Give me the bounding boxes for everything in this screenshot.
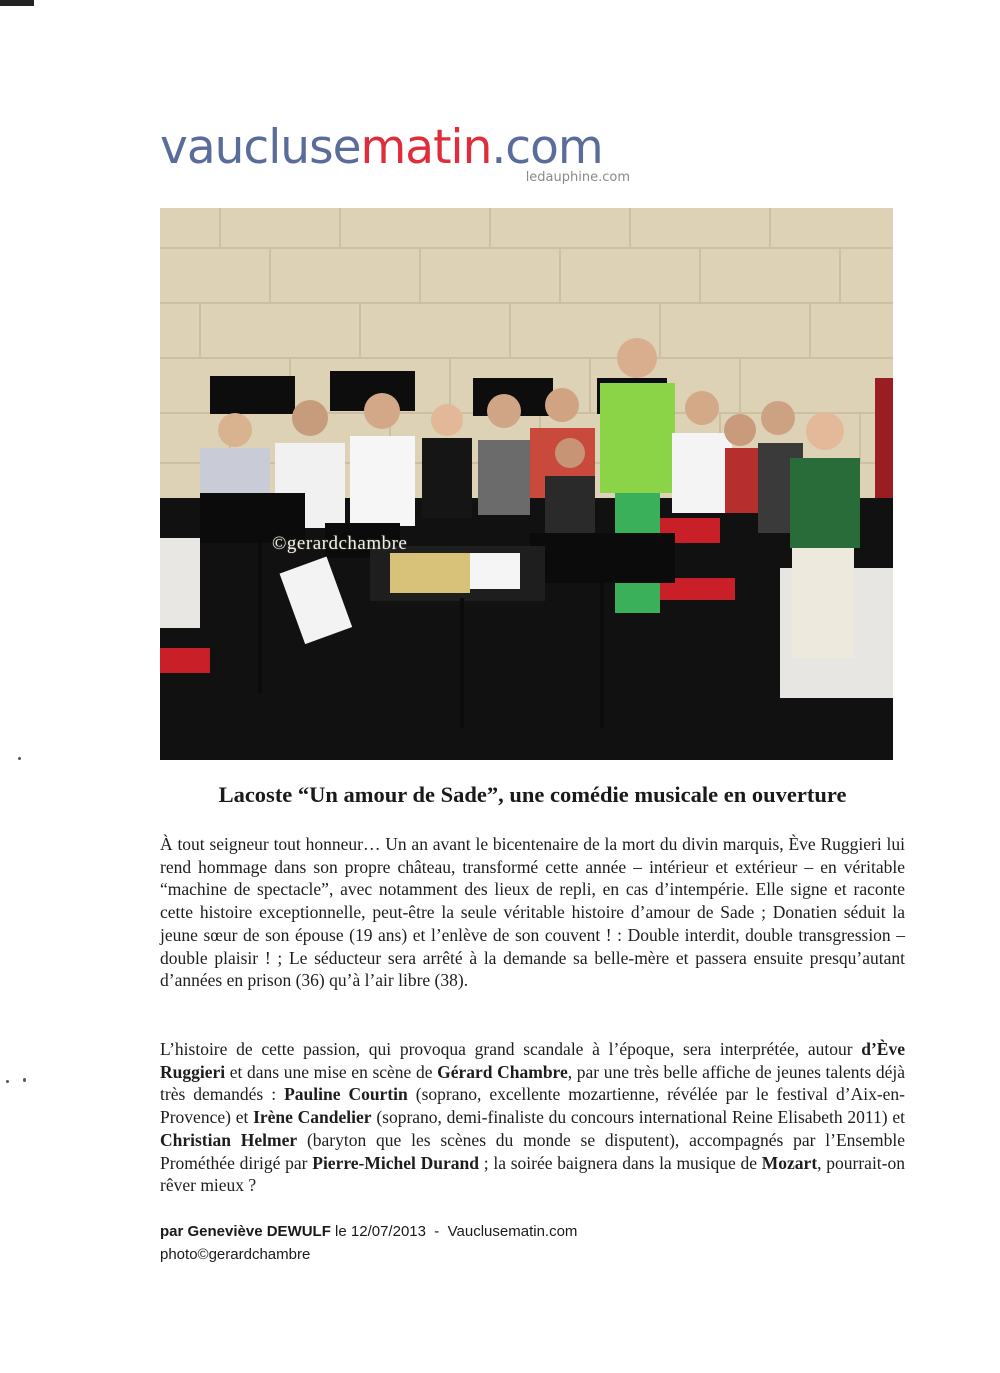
bold-name-pierre-michel-durand: Pierre-Michel Durand	[312, 1152, 479, 1173]
scan-speck	[6, 1080, 9, 1083]
site-logo	[160, 118, 640, 193]
bold-name-christian-helmer: Christian Helmer	[160, 1129, 298, 1150]
logo-part-vaucluse: vaucluse	[160, 120, 361, 175]
bold-name-mozart: Mozart	[761, 1152, 818, 1173]
logo-part-com: .com	[491, 120, 603, 175]
bold-name-gerard-chambre: Gérard Chambre	[437, 1061, 568, 1082]
logo-subtitle: ledauphine.com	[525, 170, 630, 185]
article-headline: Lacoste “Un amour de Sade”, une comédie musicale en ouverture	[218, 782, 847, 807]
bold-name-pauline-courtin: Pauline Courtin	[284, 1084, 408, 1105]
scan-speck	[18, 757, 21, 760]
group-photo	[160, 208, 893, 760]
article-paragraph-1: À tout seigneur tout honneur… Un an avant le bicentenaire de la mort du divin marquis, Ève Ruggieri lui rend hommage dans son propre château, transformé cette année – intérieur et extérieur – en véritable “machine de spectacle”, avec notamment des lieux de repli, en cas d’intempérie. Elle signe et raconte cette histoire exceptionnelle, peut-être la seule véritable histoire d’amour de Sade ; Donatien séduit la jeune sœur de son épouse (19 ans) et l’enlève de son couvent ! : Double interdit, double transgression – double plaisir ! ; Le séducteur sera arrêté à la demande sa belle-mère et passera ensuite presqu’autant d’années en prison (36) qu’à l’air libre (38).	[160, 834, 905, 991]
photo-watermark: ©gerardchambre	[272, 533, 408, 554]
bold-name-eve-ruggieri: d’Ève Ruggieri	[160, 1039, 905, 1082]
text-run: , pourrait-on rêver mieux ?	[160, 1152, 906, 1196]
byline	[160, 1220, 577, 1266]
logo-part-matin: matin	[360, 120, 492, 175]
text-run: et dans une mise en scène de	[225, 1061, 438, 1082]
text-run: ; la soirée baignera dans la musique de	[479, 1152, 762, 1173]
byline-photo-credit: photo©gerardchambre	[160, 1246, 311, 1263]
byline-date-source: le 12/07/2013 - Vauclusematin.com	[330, 1223, 578, 1240]
bold-name-irene-candelier: Irène Candelier	[253, 1107, 372, 1128]
text-run: , par une très belle affiche de jeunes talents déjà très demandés :	[160, 1061, 905, 1105]
scan-speck	[23, 1078, 26, 1082]
text-run: (baryton que les scènes du monde se disputent), accompagnés par l’Ensemble Prométhée dirigé par	[160, 1129, 905, 1173]
byline-author: par Geneviève DEWULF	[160, 1223, 331, 1240]
text-run: (soprano, demi-finaliste du concours international Reine Elisabeth 2011) et	[371, 1107, 905, 1128]
photo-illustration	[160, 208, 893, 760]
text-run: L’histoire de cette passion, qui provoqua grand scandale à l’époque, sera interprétée, autour	[160, 1039, 862, 1059]
byline-author-line	[160, 1220, 577, 1243]
scan-edge-mark	[0, 0, 34, 6]
logo-wordmark	[160, 118, 603, 178]
text-run: (soprano, excellente mozartienne, révélée par le festival d’Aix-en-Provence) et	[160, 1084, 906, 1128]
article-paragraph-2	[160, 1038, 905, 1197]
